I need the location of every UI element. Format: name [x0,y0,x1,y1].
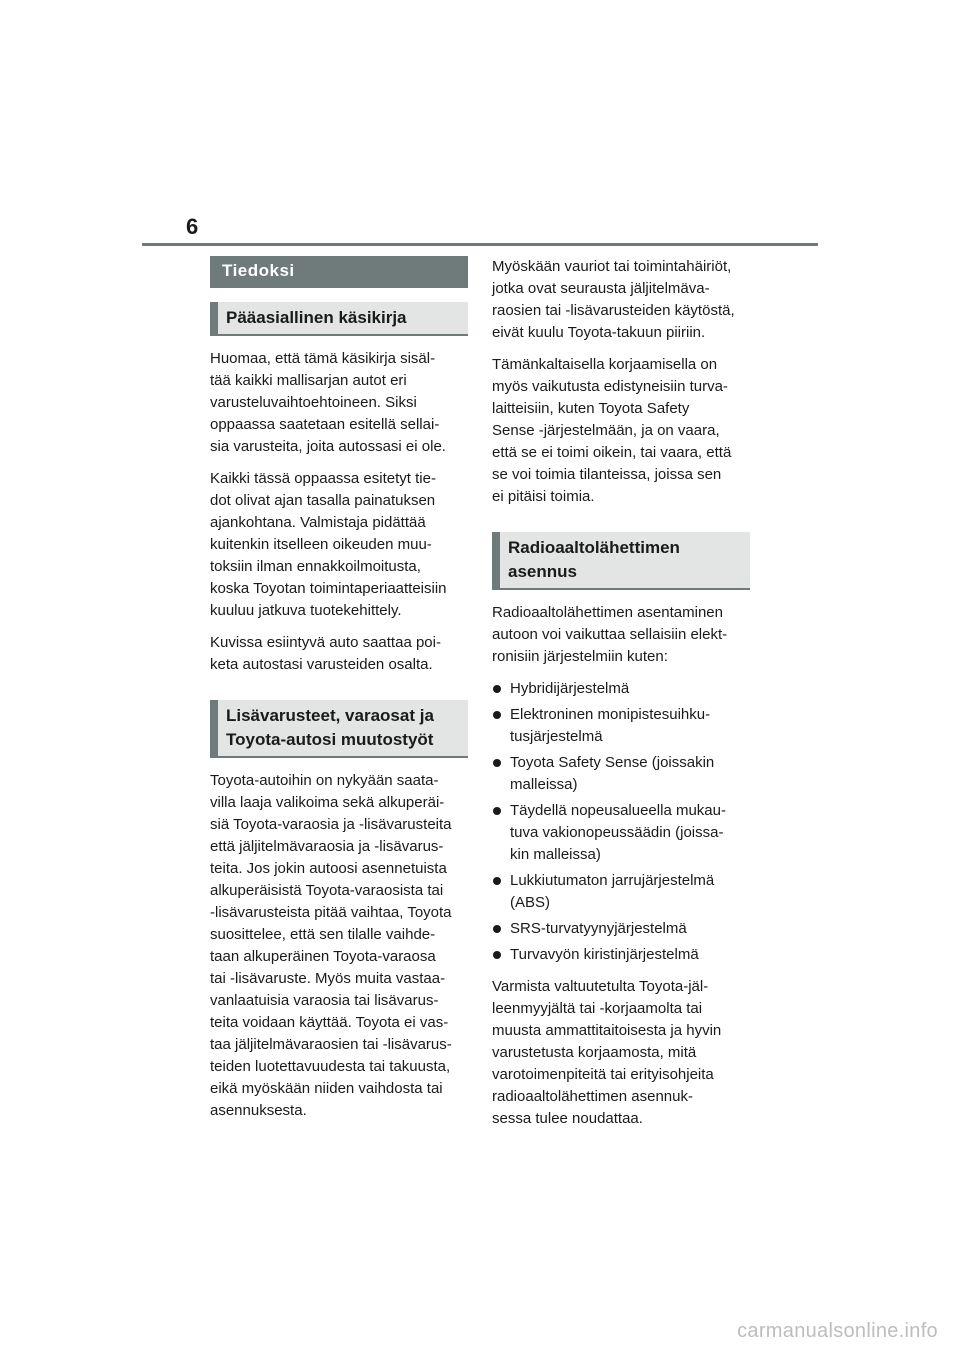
bullet-icon [493,711,501,719]
left-column [210,256,468,1132]
paragraph: Kaikki tässä oppaassa esitetyt tie- dot olivat ajan tasalla painatuksen ajankohtana. Valmistaja pidättää kuitenkin itselleen oikeuden muu- toksiin ilman ennakkoilmoitusta, koska Toyotan toimintaperiaatteisiin kuuluu jatkuva tuotekehittely. [210,470,447,619]
paragraph: Kuvissa esiintyvä auto saattaa poi- keta autostasi varusteiden osalta. [210,634,441,673]
watermark-link[interactable]: carmanualsonline.info [737,1320,938,1342]
subheading-radio-transmitter: Radioaaltolähettimen asennus [492,532,750,590]
paragraph: Myöskään vauriot tai toimintahäiriöt, jotka ovat seurausta jäljitelmäva- raosien tai -lisävarusteiden käytöstä, eivät kuulu Toyota-takuun piiriin. [492,258,735,341]
bullet-icon [493,877,501,885]
bullet-icon [493,951,501,959]
bullet-icon [493,807,501,815]
list-item: Hybridijärjestelmä [492,678,750,700]
bullet-list [492,678,750,966]
section-banner: Tiedoksi [210,256,468,288]
bullet-icon [493,685,501,693]
page-number: 6 [186,214,199,239]
paragraph: Tämänkaltaisella korjaamisella on myös vaikutusta edistyneisiin turva- laitteisiin, kuten Toyota Safety Sense -järjestelmään, ja on vaara, että se ei toimi oikein, tai vaara, että se voi toimia tilanteissa, joissa sen ei pitäisi toimia. [492,356,732,505]
list-item: Toyota Safety Sense (joissakin malleissa) [492,752,750,796]
header-rule [142,243,818,246]
list-item: Turvavyön kiristinjärjestelmä [492,944,750,966]
paragraph: Toyota-autoihin on nykyään saata- villa laaja valikoima sekä alkuperäi- siä Toyota-varaosia ja -lisävarusteita että jäljitelmävaraosia ja -lisävarus- teita. Jos jokin autoosi asennetuista alkuperäisistä Toyota-varaosista tai -lisävarusteista pitää vaihtaa, Toyota suosittelee, että sen tilalle vaihde- taan alkuperäinen Toyota-varaosa tai -lisävaruste. Myös muita vastaa- vanlaatuisia varaosia tai lisävarus- teita voidaan käyttää. Toyota ei vas- taa jäljitelmävaraosien tai -lisävarus- teiden luotettavuudesta tai takuusta, eikä myöskään niiden vaihdosta tai asennuksesta. [210,772,452,1119]
list-item: Täydellä nopeusalueella mukau- tuva vakionopeussäädin (joissa- kin malleissa) [492,800,750,866]
right-column [492,256,750,1140]
list-item: Elektroninen monipistesuihku- tusjärjestelmä [492,704,750,748]
paragraph: Radioaaltolähettimen asentaminen autoon voi vaikuttaa sellaisiin elekt- ronisiin järjestelmiin kuten: [492,604,728,665]
bullet-icon [493,925,501,933]
bullet-icon [493,759,501,767]
paragraph: Varmista valtuutetulta Toyota-jäl- leenmyyjältä tai -korjaamolta tai muusta ammattitaitoisesta ja hyvin varustetusta korjaamosta, mitä varotoimenpiteitä tai erityisohjeita radioaaltolähettimen asennuk- sessa tulee noudattaa. [492,978,722,1127]
subheading-accessories: Lisävarusteet, varaosat ja Toyota-autosi muutostyöt [210,700,468,758]
list-item: Lukkiutumaton jarrujärjestelmä (ABS) [492,870,750,914]
list-item: SRS-turvatyynyjärjestelmä [492,918,750,940]
subheading-main-manual: Pääasiallinen käsikirja [210,302,468,336]
paragraph: Huomaa, että tämä käsikirja sisäl- tää kaikki mallisarjan autot eri varusteluvaihtoehtoineen. Siksi oppaassa saatetaan esitellä sellai- sia varusteita, joita autossasi ei ole. [210,350,446,455]
